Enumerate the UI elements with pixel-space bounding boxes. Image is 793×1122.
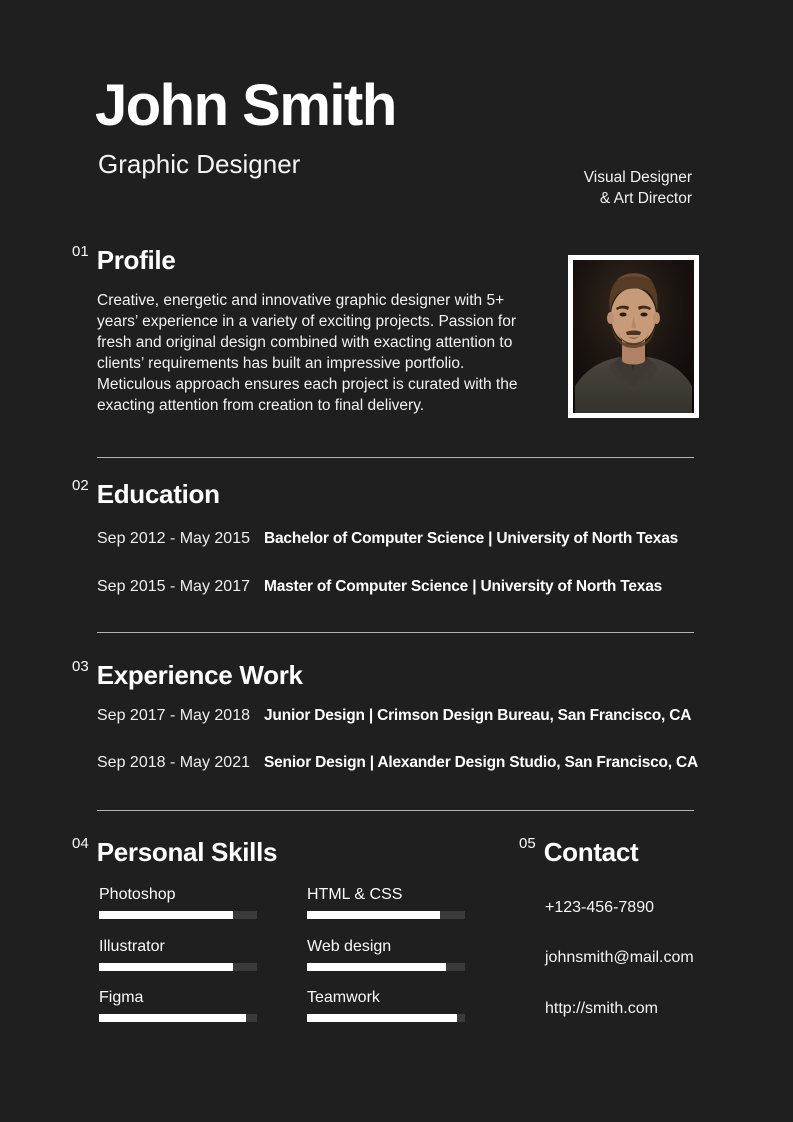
- contact-phone: +123-456-7890: [545, 899, 654, 916]
- education-degree: Bachelor of Computer Science | University of North Texas: [264, 530, 679, 547]
- education-degree: Master of Computer Science | University of North Texas: [264, 578, 663, 595]
- section-number: 03: [72, 658, 89, 675]
- person-name: John Smith: [95, 73, 396, 138]
- skill-progress-track: [99, 1014, 257, 1022]
- skill-illustrator: [99, 938, 257, 971]
- skill-progress-fill: [99, 963, 233, 971]
- skill-label: Teamwork: [307, 989, 380, 1006]
- education-row: [97, 530, 678, 548]
- experience-row: [97, 754, 698, 772]
- skill-figma: [99, 989, 257, 1022]
- section-number: 01: [72, 243, 89, 260]
- section-divider: [97, 810, 694, 811]
- portrait-illustration: [573, 260, 694, 413]
- tagline-line-1: Visual Designer: [583, 169, 692, 186]
- section-divider: [97, 457, 694, 458]
- contact-email: johnsmith@mail.com: [545, 949, 694, 966]
- skill-progress-track: [99, 911, 257, 919]
- section-header-skills: [72, 835, 278, 867]
- education-dates: Sep 2012 - May 2015: [97, 530, 250, 547]
- education-dates: Sep 2015 - May 2017: [97, 578, 250, 595]
- experience-position: Junior Design | Crimson Design Bureau, San Francisco, CA: [264, 707, 692, 724]
- skill-html-css: [307, 886, 465, 919]
- experience-row: [97, 707, 691, 725]
- section-title: Education: [96, 479, 220, 509]
- profile-summary-text: Creative, energetic and innovative graphic designer with 5+ years’ experience in a variety of exciting projects. Passion for fresh and original design combined with exacting attention to clients’ requirements has built an impressive portfolio. Meticulous approach ensures each project is curated with the exacting attention from creation to final delivery.: [97, 292, 518, 414]
- profile-photo: [568, 255, 699, 418]
- section-title: Personal Skills: [96, 837, 278, 867]
- skill-progress-track: [307, 1014, 465, 1022]
- section-header-contact: [519, 835, 639, 867]
- skill-progress-fill: [99, 911, 233, 919]
- job-title: Graphic Designer: [98, 149, 301, 179]
- education-row: [97, 578, 662, 596]
- section-header-profile: [72, 243, 176, 275]
- skill-label: Illustrator: [99, 938, 165, 955]
- experience-dates: Sep 2018 - May 2021: [97, 754, 250, 771]
- experience-dates: Sep 2017 - May 2018: [97, 707, 250, 724]
- section-number: 04: [72, 835, 89, 852]
- skill-label: HTML & CSS: [307, 886, 403, 903]
- section-title: Profile: [96, 245, 176, 275]
- experience-position: Senior Design | Alexander Design Studio, San Francisco, CA: [264, 754, 699, 771]
- tagline-line-2: & Art Director: [599, 190, 692, 207]
- section-title: Experience Work: [96, 660, 303, 690]
- skill-progress-fill: [307, 1014, 457, 1022]
- tagline: [584, 167, 692, 209]
- section-divider: [97, 632, 694, 633]
- skill-label: Web design: [307, 938, 392, 955]
- section-number: 02: [72, 477, 89, 494]
- skill-label: Photoshop: [99, 886, 176, 903]
- section-header-education: [72, 477, 220, 509]
- section-title: Contact: [543, 837, 639, 867]
- skill-web-design: [307, 938, 465, 971]
- skill-progress-fill: [99, 1014, 246, 1022]
- skill-teamwork: [307, 989, 465, 1022]
- skill-label: Figma: [99, 989, 144, 1006]
- section-number: 05: [519, 835, 536, 852]
- skill-progress-track: [307, 963, 465, 971]
- skill-progress-track: [307, 911, 465, 919]
- contact-website: http://smith.com: [545, 1000, 658, 1017]
- skill-progress-track: [99, 963, 257, 971]
- skill-progress-fill: [307, 963, 446, 971]
- skill-progress-fill: [307, 911, 440, 919]
- skill-photoshop: [99, 886, 257, 919]
- section-header-experience: [72, 658, 303, 690]
